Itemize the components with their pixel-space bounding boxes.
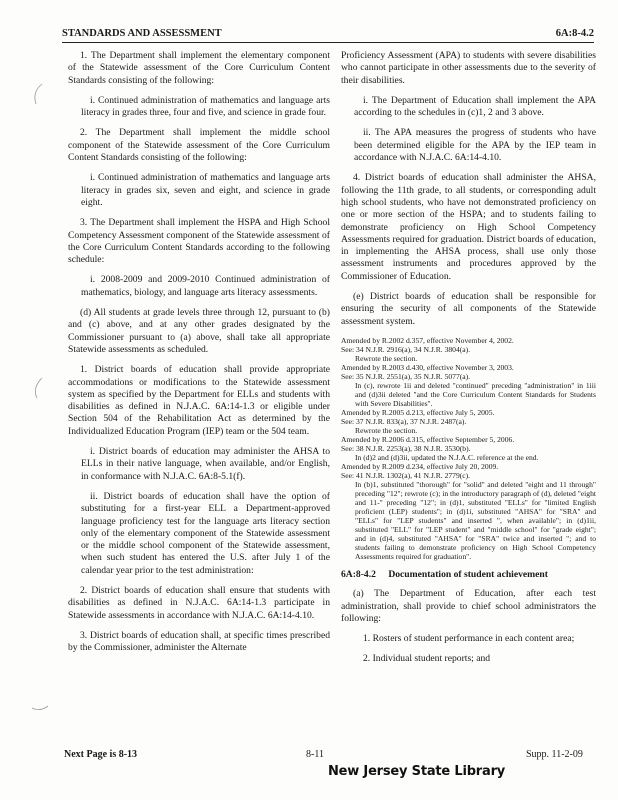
section-paragraph: 2. Individual student reports; and <box>363 653 491 665</box>
right-column-paragraph: ii. The APA measures the progress of students who have been determined eligible for the APA by the IEP team in accordance with N.J.A.C. 6A:14-4.10. <box>354 127 596 164</box>
page-header <box>62 26 594 43</box>
history-note: See: 38 N.J.R. 2253(a), 38 N.J.R. 3530(b). <box>341 443 471 453</box>
page-number: 8-11 <box>306 749 324 760</box>
section-heading <box>341 569 596 581</box>
supplement-date: Supp. 11-2-09 <box>526 749 583 760</box>
section-title: Documentation of student achievement <box>388 568 548 580</box>
left-column-paragraph: i. Continued administration of mathematics and language arts literacy in grades three, four and five, and science in grade four. <box>81 94 330 119</box>
left-column-paragraph: 2. District boards of education shall ensure that students with disabilities as defined in N.J.A.C. 6A:14-1.3 participate in Statewide assessments in accordance with N.J.A.C. 6A:14-4.10. <box>68 584 330 621</box>
right-column-text <box>341 50 596 328</box>
left-column-paragraph: 3. The Department shall implement the HSPA and High School Competency Assessment component of the Statewide assessment of the Core Curriculum Content Standards according to the following schedule: <box>68 217 330 266</box>
history-note: Amended by R.2003 d.430, effective November 3, 2003. <box>341 362 514 372</box>
left-column-paragraph: 1. The Department shall implement the elementary component of the Statewide assessment of the Core Curriculum Content Standards consisting of the following: <box>68 50 330 86</box>
next-page-note: Next Page is 8-13 <box>64 749 138 760</box>
history-notes <box>341 336 596 561</box>
section-reference: 6A:8-4.2 <box>555 28 594 39</box>
scan-mark-icon <box>28 700 52 714</box>
history-note: Amended by R.2009 d.234, effective July 20, 2009. <box>341 461 499 471</box>
left-column-paragraph: 1. District boards of education shall provide appropriate accommodations or modifications to the Statewide assessment system as specified by the Department for ELLs and students with disabilities as defined in N.J.A.C. 6A:14-1.3 or eligible under Section 504 of the Rehabilitation Act as determined by the Individualized Education Program (IEP) team or the 504 team. <box>68 364 330 437</box>
history-note: In (d)2 and (d)3ii, updated the N.J.A.C. reference at the end. <box>355 452 539 462</box>
right-column <box>341 50 596 674</box>
history-note: See: 37 N.J.R. 833(a), 37 N.J.R. 2487(a). <box>341 416 467 426</box>
running-title: STANDARDS AND ASSESSMENT <box>62 28 222 39</box>
section-number: 6A:8-4.2 <box>341 568 376 580</box>
left-column-paragraph: ii. District boards of education shall have the option of substituting for a first-year ELL a Department-approved language proficiency test for the language arts literacy section only of the elementary component of the Statewide assessment or the middle school component of the Statewide assessment, when such student has entered the U.S. after July 1 of the calendar year prior to the test administration: <box>81 490 330 576</box>
left-column <box>68 50 330 662</box>
history-note: See: 35 N.J.R. 2551(a), 35 N.J.R. 5077(a). <box>341 371 471 381</box>
history-note: Rewrote the section. <box>355 353 418 363</box>
history-note: In (b)1, substituted "thorough" for "solid" and deleted "eight and 11 through" preceding "12"; rewrote (c); in the introductory paragraph of (d), deleted "eight and 11-" preceding "12"; in (d)1, substituted "ELLs" for "limited English proficient (LEP) students"; in (d)1i, substituted "AHSA" for "SRA" and "ELLs" for "LEP students" and inserted ", when available"; in (d)1ii, substituted "ELL" for "LEP student" and "middle school" for "grade eight"; and in (d)4, substituted "AHSA" for "SRA" twice and inserted "; and to students failing to demonstrate proficiency on High School Competency Assessments required for graduation". <box>355 479 596 561</box>
section-paragraph: (a) The Department of Education, after each test administration, shall provide to chief school administrators the following: <box>341 588 596 624</box>
scan-mark-icon <box>28 376 48 402</box>
history-note: Amended by R.2005 d.213, effective July 5, 2005. <box>341 407 495 417</box>
right-column-paragraph: (e) District boards of education shall be responsible for ensuring the security of all components of the Statewide assessment system. <box>341 291 596 327</box>
left-column-paragraph: (d) All students at grade levels three through 12, pursuant to (b) and (c) above, and at any other grades designated by the Commissioner pursuant to (a) above, shall take all appropriate Statewide assessments as scheduled. <box>68 307 330 355</box>
history-note: In (c), rewrote 1ii and deleted "continued" preceding "administration" in 1iii and (d)3ii deleted "and the Core Curriculum Content Standards for Students with Severe Disabilities". <box>355 380 596 408</box>
history-note: Rewrote the section. <box>355 425 418 435</box>
left-column-paragraph: i. 2008-2009 and 2009-2010 Continued administration of mathematics, biology, and language arts literacy assessments. <box>81 274 330 298</box>
history-note: Amended by R.2006 d.315, effective September 5, 2006. <box>341 434 515 444</box>
section-body <box>341 588 596 665</box>
left-column-paragraph: i. Continued administration of mathematics and language arts literacy in grades six, seven and eight, and science in grade eight. <box>81 172 330 208</box>
right-column-paragraph: Proficiency Assessment (APA) to students with severe disabilities who cannot participate in other assessments due to the severity of their disabilities. <box>341 50 596 86</box>
left-column-paragraph: 2. The Department shall implement the middle school component of the Statewide assessment of the Core Curriculum Content Standards consisting of the following: <box>68 127 330 164</box>
left-column-paragraph: 3. District boards of education shall, at specific times prescribed by the Commissioner, administer the Alternate <box>68 629 330 654</box>
history-note: Amended by R.2002 d.357, effective November 4, 2002. <box>341 335 514 345</box>
history-note: See: 41 N.J.R. 1302(a), 41 N.J.R. 2779(c). <box>341 470 471 480</box>
section-paragraph: 1. Rosters of student performance in each content area; <box>363 633 575 645</box>
right-column-paragraph: 4. District boards of education shall administer the AHSA, following the 11th grade, to all students, or corresponding adult high school students, who have not demonstrated proficiency on one or more section of the HSPA; and to students failing to demonstrate proficiency on High School Competency Assessments required for graduation. District boards of education, in implementing the AHSA process, shall use only those assessment instruments and procedures approved by the Commissioner of Education. <box>341 172 596 282</box>
scan-mark-icon <box>28 82 48 108</box>
right-column-paragraph: i. The Department of Education shall implement the APA according to the schedules in (c)1, 2 and 3 above. <box>354 94 596 119</box>
library-stamp: New Jersey State Library <box>328 764 506 779</box>
left-column-paragraph: i. District boards of education may administer the AHSA to ELLs in their native language, when available, and/or English, in conformance with N.J.A.C. 6A:8-5.1(f). <box>81 446 330 482</box>
history-note: See: 34 N.J.R. 2916(a), 34 N.J.R. 3804(a). <box>341 344 471 354</box>
